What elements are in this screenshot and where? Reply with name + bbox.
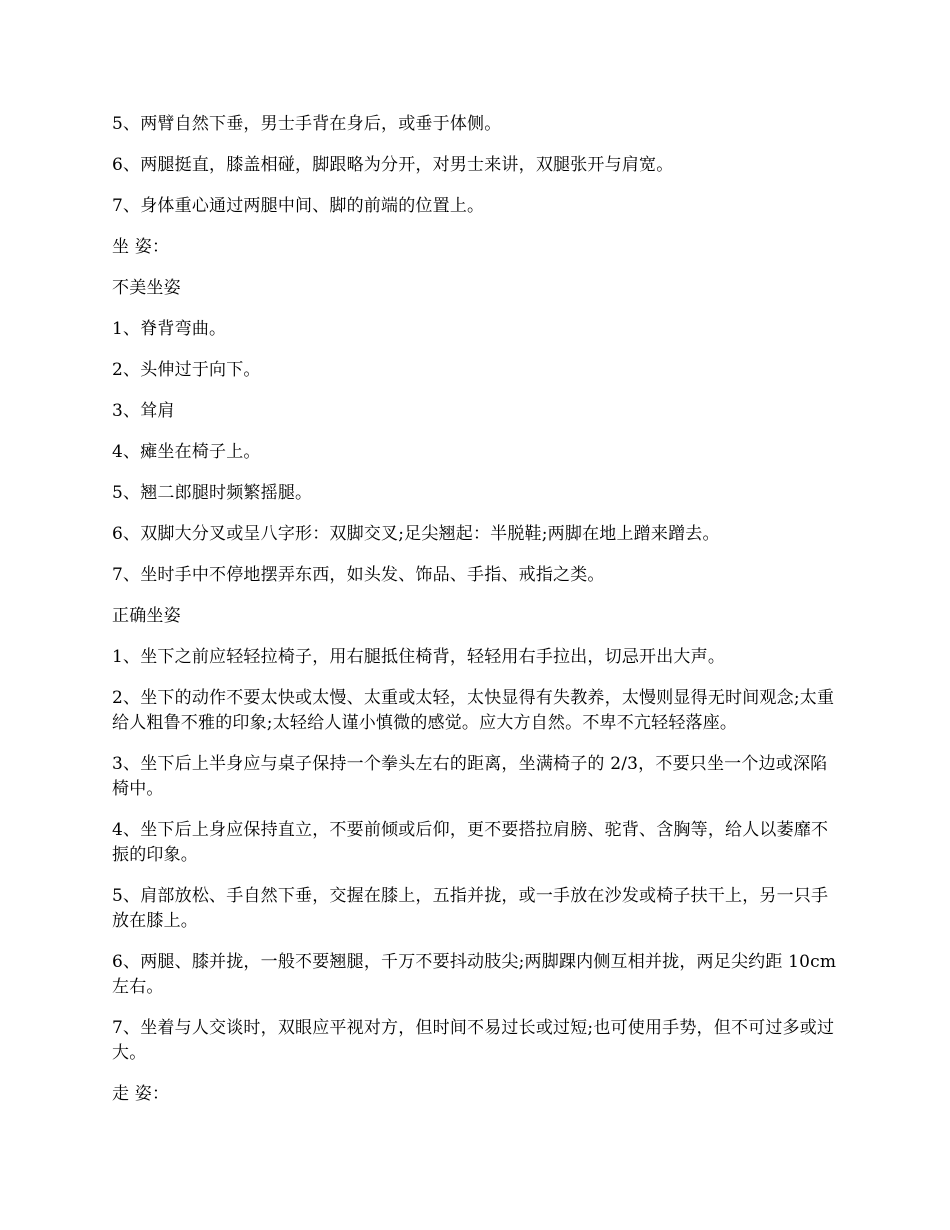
paragraph: 7、坐时手中不停地摆弄东西，如头发、饰品、手指、戒指之类。 <box>112 565 605 585</box>
subheading-correct-sitting: 正确坐姿 <box>112 606 181 626</box>
paragraph: 7、坐着与人交谈时，双眼应平视对方，但时间不易过长或过短;也可使用手势，但不可过多或过大。 <box>112 1018 835 1063</box>
paragraph: 1、坐下之前应轻轻拉椅子，用右腿抵住椅背，轻轻用右手拉出，切忌开出大声。 <box>112 647 726 667</box>
paragraph: 2、坐下的动作不要太快或太慢、太重或太轻，太快显得有失教养，太慢则显得无时间观念;太重给人粗鲁不雅的印象;太轻给人谨小慎微的感觉。应大方自然。不卑不亢轻轻落座。 <box>112 688 835 733</box>
paragraph: 6、双脚大分叉或呈八字形：双脚交叉;足尖翘起：半脱鞋;两脚在地上蹭来蹭去。 <box>112 524 720 544</box>
section-heading-walking: 走 姿： <box>112 1084 170 1104</box>
paragraph: 7、身体重心通过两腿中间、脚的前端的位置上。 <box>112 196 485 216</box>
paragraph: 6、两腿、膝并拢，一般不要翘腿，千万不要抖动肢尖;两脚踝内侧互相并拢，两足尖约距 10cm 左右。 <box>112 952 837 997</box>
paragraph: 2、头伸过于向下。 <box>112 360 261 380</box>
paragraph: 3、坐下后上半身应与桌子保持一个拳头左右的距离，坐满椅子的 2/3，不要只坐一个边或深陷椅中。 <box>112 754 828 799</box>
paragraph: 5、两臂自然下垂，男士手背在身后，或垂于体侧。 <box>112 114 502 134</box>
paragraph: 3、耸肩 <box>112 401 175 421</box>
paragraph: 6、两腿挺直，膝盖相碰，脚跟略为分开，对男士来讲，双腿张开与肩宽。 <box>112 155 674 175</box>
paragraph: 4、坐下后上身应保持直立，不要前倾或后仰，更不要搭拉肩膀、驼背、含胸等，给人以萎靡不振的印象。 <box>112 820 829 865</box>
paragraph: 5、肩部放松、手自然下垂，交握在膝上，五指并拢，或一手放在沙发或椅子扶干上，另一只手放在膝上。 <box>112 886 829 931</box>
paragraph: 5、翘二郎腿时频繁摇腿。 <box>112 483 313 503</box>
paragraph: 4、瘫坐在椅子上。 <box>112 442 261 462</box>
paragraph: 1、脊背弯曲。 <box>112 319 227 339</box>
section-heading-sitting: 坐 姿： <box>112 237 170 257</box>
subheading-bad-sitting: 不美坐姿 <box>112 278 181 298</box>
document-page <box>112 112 844 1123</box>
